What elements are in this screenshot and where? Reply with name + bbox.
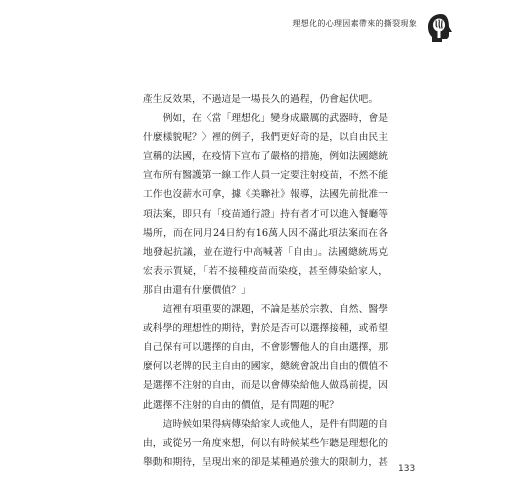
paragraph-1: 產生反效果，不過這是一場長久的過程，仍會起伏吧。: [143, 94, 379, 105]
paragraph-4: 這時候如果得病傳染給家人或他人，是件有問題的自由，或從另一角度來想，何以有時候某些乍聽是理想化的舉動和期待，呈現出來的卻是某種過於強大的限制力，甚: [143, 418, 388, 468]
head-with-brain-icon: [426, 12, 456, 44]
body-text: [143, 90, 388, 472]
paragraph-2: 例如，在〈當「理想化」變身成嚴厲的武器時，會是什麼樣貌呢？〉裡的例子，我們更好奇的是，以自由民主宣稱的法國，在疫情下宣布了嚴格的措施，例如法國總統宣布所有醫護第一線工作人員一定要注射疫苗，不然不能工作也沒薪水可拿，據《美聯社》報導，法國先前批准一項法案，即只有「疫苗通行證」持有者才可以進入餐廳等場所，而在同月24日約有16萬人因不滿此項法案而在各地發起抗議，並在遊行中高喊著「自由」。法國總統馬克宏表示質疑，「若不接種疫苗而染疫，甚至傳染給家人，那自由還有什麼價值？」: [143, 113, 388, 296]
paragraph-3: 這裡有項重要的課題，不論是基於宗教、自然、醫學或科學的理想性的期待，對於是否可以選擇接種，或希望自己保有可以選擇的自由，不會影響他人的自由選擇，那麼何以老牌的民主自由的國家，總統會說出自由的價值不是選擇不注射的自由，而是以會傳染給他人做爲前提，因此選擇不注射的自由的價值，是有問題的呢？: [143, 304, 388, 411]
running-title: 理想化的心理因素帶來的撕裂現象: [292, 19, 417, 28]
page-number: 133: [398, 464, 416, 474]
running-header: [125, 18, 425, 29]
